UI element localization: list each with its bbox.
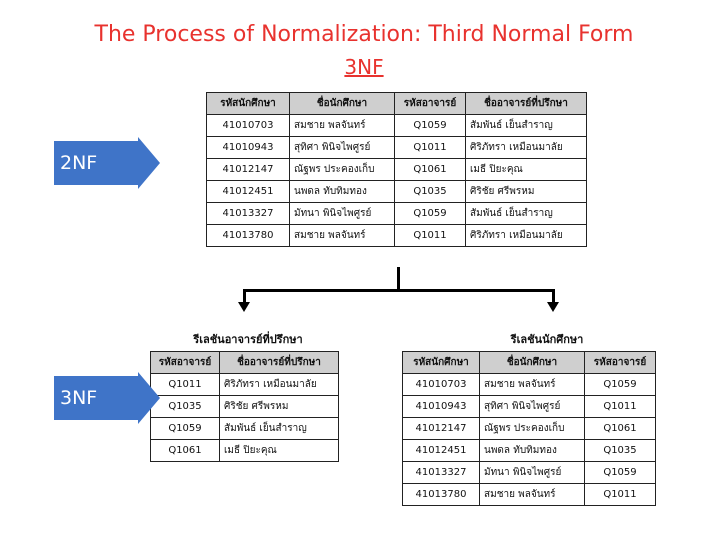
cell: มัทนา พินิจไพศูรย์ [290,203,395,225]
cell: Q1011 [585,484,656,506]
cell: 41010943 [403,396,480,418]
table-row [403,418,656,440]
cell: เมธี ปิยะคุณ [220,440,339,462]
connector-vertical [397,267,400,291]
cell: Q1035 [151,396,220,418]
cell: เมธี ปิยะคุณ [466,159,587,181]
cell: 41012147 [403,418,480,440]
page-title: The Process of Normalization: Third Normal Form [94,22,634,47]
cell: 41013780 [207,225,290,247]
cell: ศิริภัทรา เหมือนมาลัย [466,225,587,247]
cell: 41012451 [207,181,290,203]
col-advisor-id: รหัสอาจารย์ [395,93,466,115]
table-row [151,440,339,462]
cell: มัทนา พินิจไพศูรย์ [480,462,585,484]
arrow-2nf-text: 2NF [54,141,138,185]
cell: สัมพันธ์ เย็นสำราญ [466,203,587,225]
cell: Q1059 [151,418,220,440]
cell: สมชาย พลจันทร์ [480,484,585,506]
table-row [403,396,656,418]
cell: ศิริชัย ศรีพรหม [220,396,339,418]
cell: Q1059 [585,462,656,484]
arrow-down-left-icon [238,302,250,312]
cell: Q1061 [151,440,220,462]
cell: Q1061 [585,418,656,440]
col-student-name: ชื่อนักศึกษา [290,93,395,115]
cell: 41012147 [207,159,290,181]
table-row [403,440,656,462]
cell: Q1035 [395,181,466,203]
cell: สุทิศา พินิจไพศูรย์ [480,396,585,418]
cell: 41013327 [207,203,290,225]
cell: 41010703 [403,374,480,396]
cell: ศิริภัทรา เหมือนมาลัย [220,374,339,396]
connector-right-drop [552,289,555,303]
cell: Q1059 [585,374,656,396]
cell: ศิริชัย ศรีพรหม [466,181,587,203]
col-advisor-name: ชื่ออาจารย์ที่ปรึกษา [466,93,587,115]
col-student-id: รหัสนักศึกษา [207,93,290,115]
cell: 41010703 [207,115,290,137]
connector-left-drop [243,289,246,303]
table-row [151,374,339,396]
arrow-down-right-icon [547,302,559,312]
cell: ณัฐพร ประคองเก็บ [290,159,395,181]
cell: สัมพันธ์ เย็นสำราญ [466,115,587,137]
caption-student-relation: รีเลชันนักศึกษา [510,333,584,346]
cell: Q1035 [585,440,656,462]
cell: Q1011 [395,137,466,159]
col-student-id: รหัสนักศึกษา [403,352,480,374]
cell: Q1011 [585,396,656,418]
table-header-row [207,93,587,115]
page-subtitle: 3NF [344,55,384,79]
cell: สมชาย พลจันทร์ [290,115,395,137]
table-row [207,203,587,225]
col-advisor-id: รหัสอาจารย์ [585,352,656,374]
col-advisor-id: รหัสอาจารย์ [151,352,220,374]
table-row [151,418,339,440]
col-student-name: ชื่อนักศึกษา [480,352,585,374]
table-row [207,159,587,181]
arrow-label-2nf [54,137,160,189]
cell: Q1011 [151,374,220,396]
cell: 41013780 [403,484,480,506]
table-2nf [206,92,587,247]
cell: นพดล ทับทิมทอง [480,440,585,462]
cell: Q1011 [395,225,466,247]
cell: นพดล ทับทิมทอง [290,181,395,203]
cell: สมชาย พลจันทร์ [290,225,395,247]
arrow-3nf-text: 3NF [54,376,138,420]
table-row [151,396,339,418]
cell: 41010943 [207,137,290,159]
table-row [207,137,587,159]
arrow-right-icon [138,372,160,424]
cell: สัมพันธ์ เย็นสำราญ [220,418,339,440]
arrow-right-icon [138,137,160,189]
connector-horizontal [243,289,555,292]
table-row [207,225,587,247]
cell: 41012451 [403,440,480,462]
table-student-relation [402,351,656,506]
table-row [403,484,656,506]
cell: ณัฐพร ประคองเก็บ [480,418,585,440]
cell: Q1059 [395,203,466,225]
caption-advisor-relation: รีเลชันอาจารย์ที่ปรึกษา [193,333,303,346]
cell: Q1061 [395,159,466,181]
cell: Q1059 [395,115,466,137]
table-row [403,374,656,396]
cell: สุทิศา พินิจไพศูรย์ [290,137,395,159]
col-advisor-name: ชื่ออาจารย์ที่ปรึกษา [220,352,339,374]
table-row [207,181,587,203]
table-row [403,462,656,484]
table-header-row [151,352,339,374]
table-header-row [403,352,656,374]
table-row [207,115,587,137]
cell: ศิริภัทรา เหมือนมาลัย [466,137,587,159]
cell: 41013327 [403,462,480,484]
table-advisor-relation [150,351,339,462]
arrow-label-3nf [54,372,160,424]
cell: สมชาย พลจันทร์ [480,374,585,396]
